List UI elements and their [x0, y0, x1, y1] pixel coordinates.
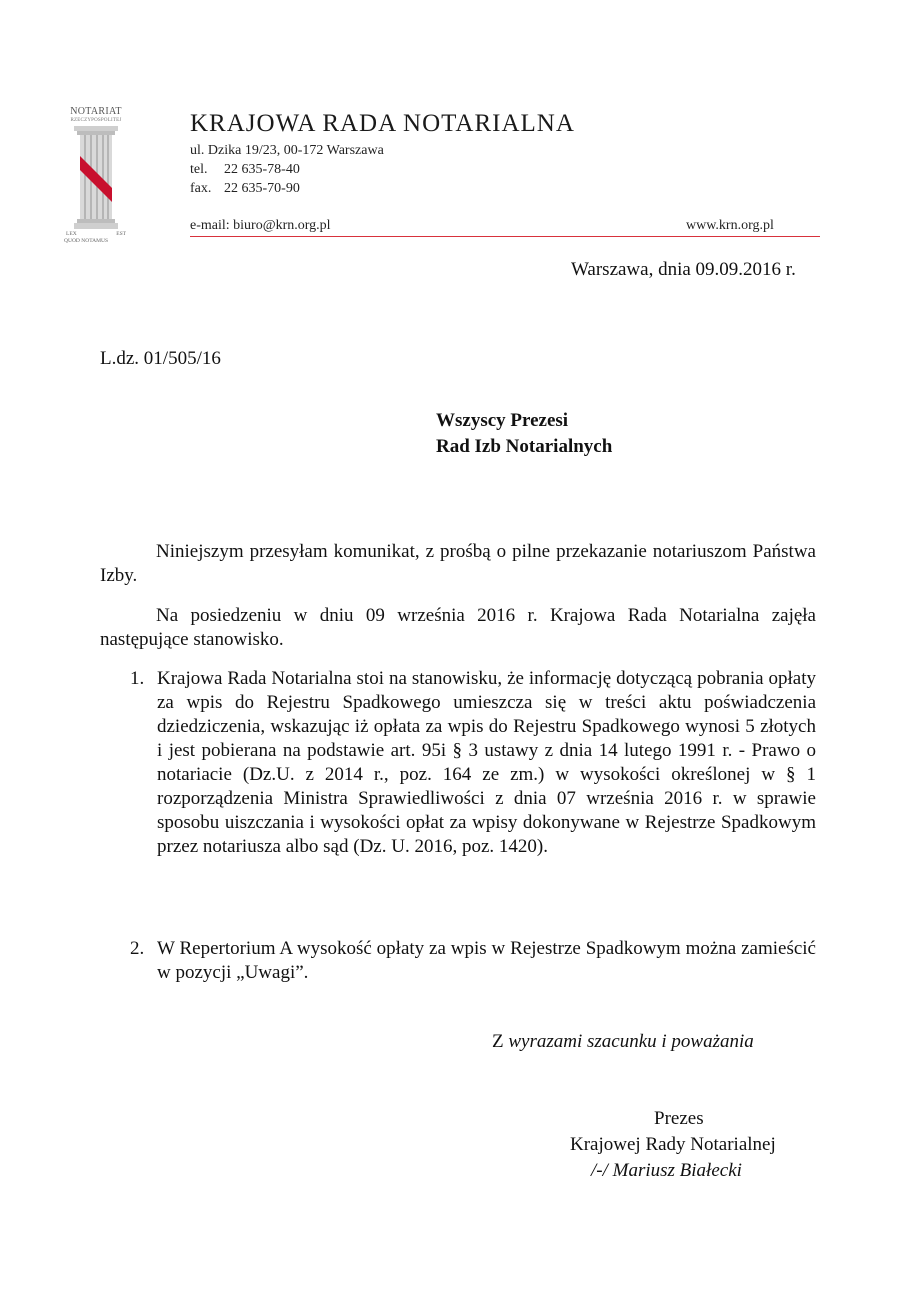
list-item: Krajowa Rada Notarialna stoi na stanowisku, że informację dotyczącą pobrania opłaty za wpis do Rejestru Spadkowego umieszcza się w treści aktu poświadczenia dziedziczenia, wskazując iż opłata za wpis do Rejestru Spadkowego wynosi 5 złotych i jest pobierana na podstawie art. 95i § 3 ustawy z dnia 14 lutego 1991 r. - Prawo o notariacie (Dz.U. z 2014 r., poz. 164 ze zm.) w wysokości określonej w § 1 rozporządzenia Ministra Sprawiedliwości z dnia 07 września 2016 r. w sprawie sposobu uiszczania i wysokości opłat za wpisy dokonywane w Rejestrze Spadkowym przez notariusza albo sąd (Dz. U. 2016, poz. 1420). [157, 668, 816, 857]
logo-top-text: NOTARIAT [70, 106, 122, 117]
fax-number: 22 635-70-90 [224, 181, 300, 196]
fax-label: fax. [190, 181, 212, 196]
closing-salutation [492, 1030, 754, 1054]
org-phone [190, 160, 300, 179]
addressee-line-1: Wszyscy Prezesi [436, 410, 569, 431]
org-name: KRAJOWA RADA NOTARIALNA [190, 110, 575, 137]
addressee [436, 408, 612, 460]
org-address: ul. Dzika 19/23, 00-172 Warszawa [190, 143, 384, 158]
signature-organization: Krajowej Rady Notarialnej [570, 1134, 776, 1155]
column-icon [72, 126, 120, 230]
logo-motto-right: EST [116, 231, 126, 237]
logo-sub-text: RZECZYPOSPOLITEJ [70, 118, 122, 123]
closing-first-word: Z [492, 1031, 504, 1052]
paragraph-stance: Na posiedzeniu w dniu 09 września 2016 r. Krajowa Rada Notarialna zajęła następujące stanowisko. [100, 605, 816, 650]
logo-motto-left: LEX [66, 231, 77, 237]
closing-rest: wyrazami szacunku i poważania [503, 1031, 754, 1052]
logo-motto-bottom: QUOD NOTAMUS [64, 238, 109, 244]
header-divider [190, 236, 820, 237]
list-item: W Repertorium A wysokość opłaty za wpis w Rejestrze Spadkowym można zamieścić w pozycji „Uwagi”. [157, 938, 816, 983]
phone-number: 22 635-78-40 [224, 162, 300, 177]
list-item-number: 1. [130, 668, 145, 689]
reference-number: L.dz. 01/505/16 [100, 348, 221, 369]
org-email: e-mail: biuro@krn.org.pl [190, 218, 331, 233]
notariat-logo [62, 106, 130, 244]
signature-title: Prezes [654, 1108, 704, 1129]
signature-name: /-/ Mariusz Białecki [591, 1160, 742, 1181]
org-fax [190, 179, 300, 198]
org-website: www.krn.org.pl [686, 218, 774, 233]
list-item-number: 2. [130, 938, 145, 959]
letter-date: Warszawa, dnia 09.09.2016 r. [571, 259, 796, 280]
paragraph-intro: Niniejszym przesyłam komunikat, z prośbą o pilne przekazanie notariuszom Państwa Izby. [100, 541, 816, 586]
addressee-line-2: Rad Izb Notarialnych [436, 436, 613, 457]
phone-label: tel. [190, 162, 208, 177]
